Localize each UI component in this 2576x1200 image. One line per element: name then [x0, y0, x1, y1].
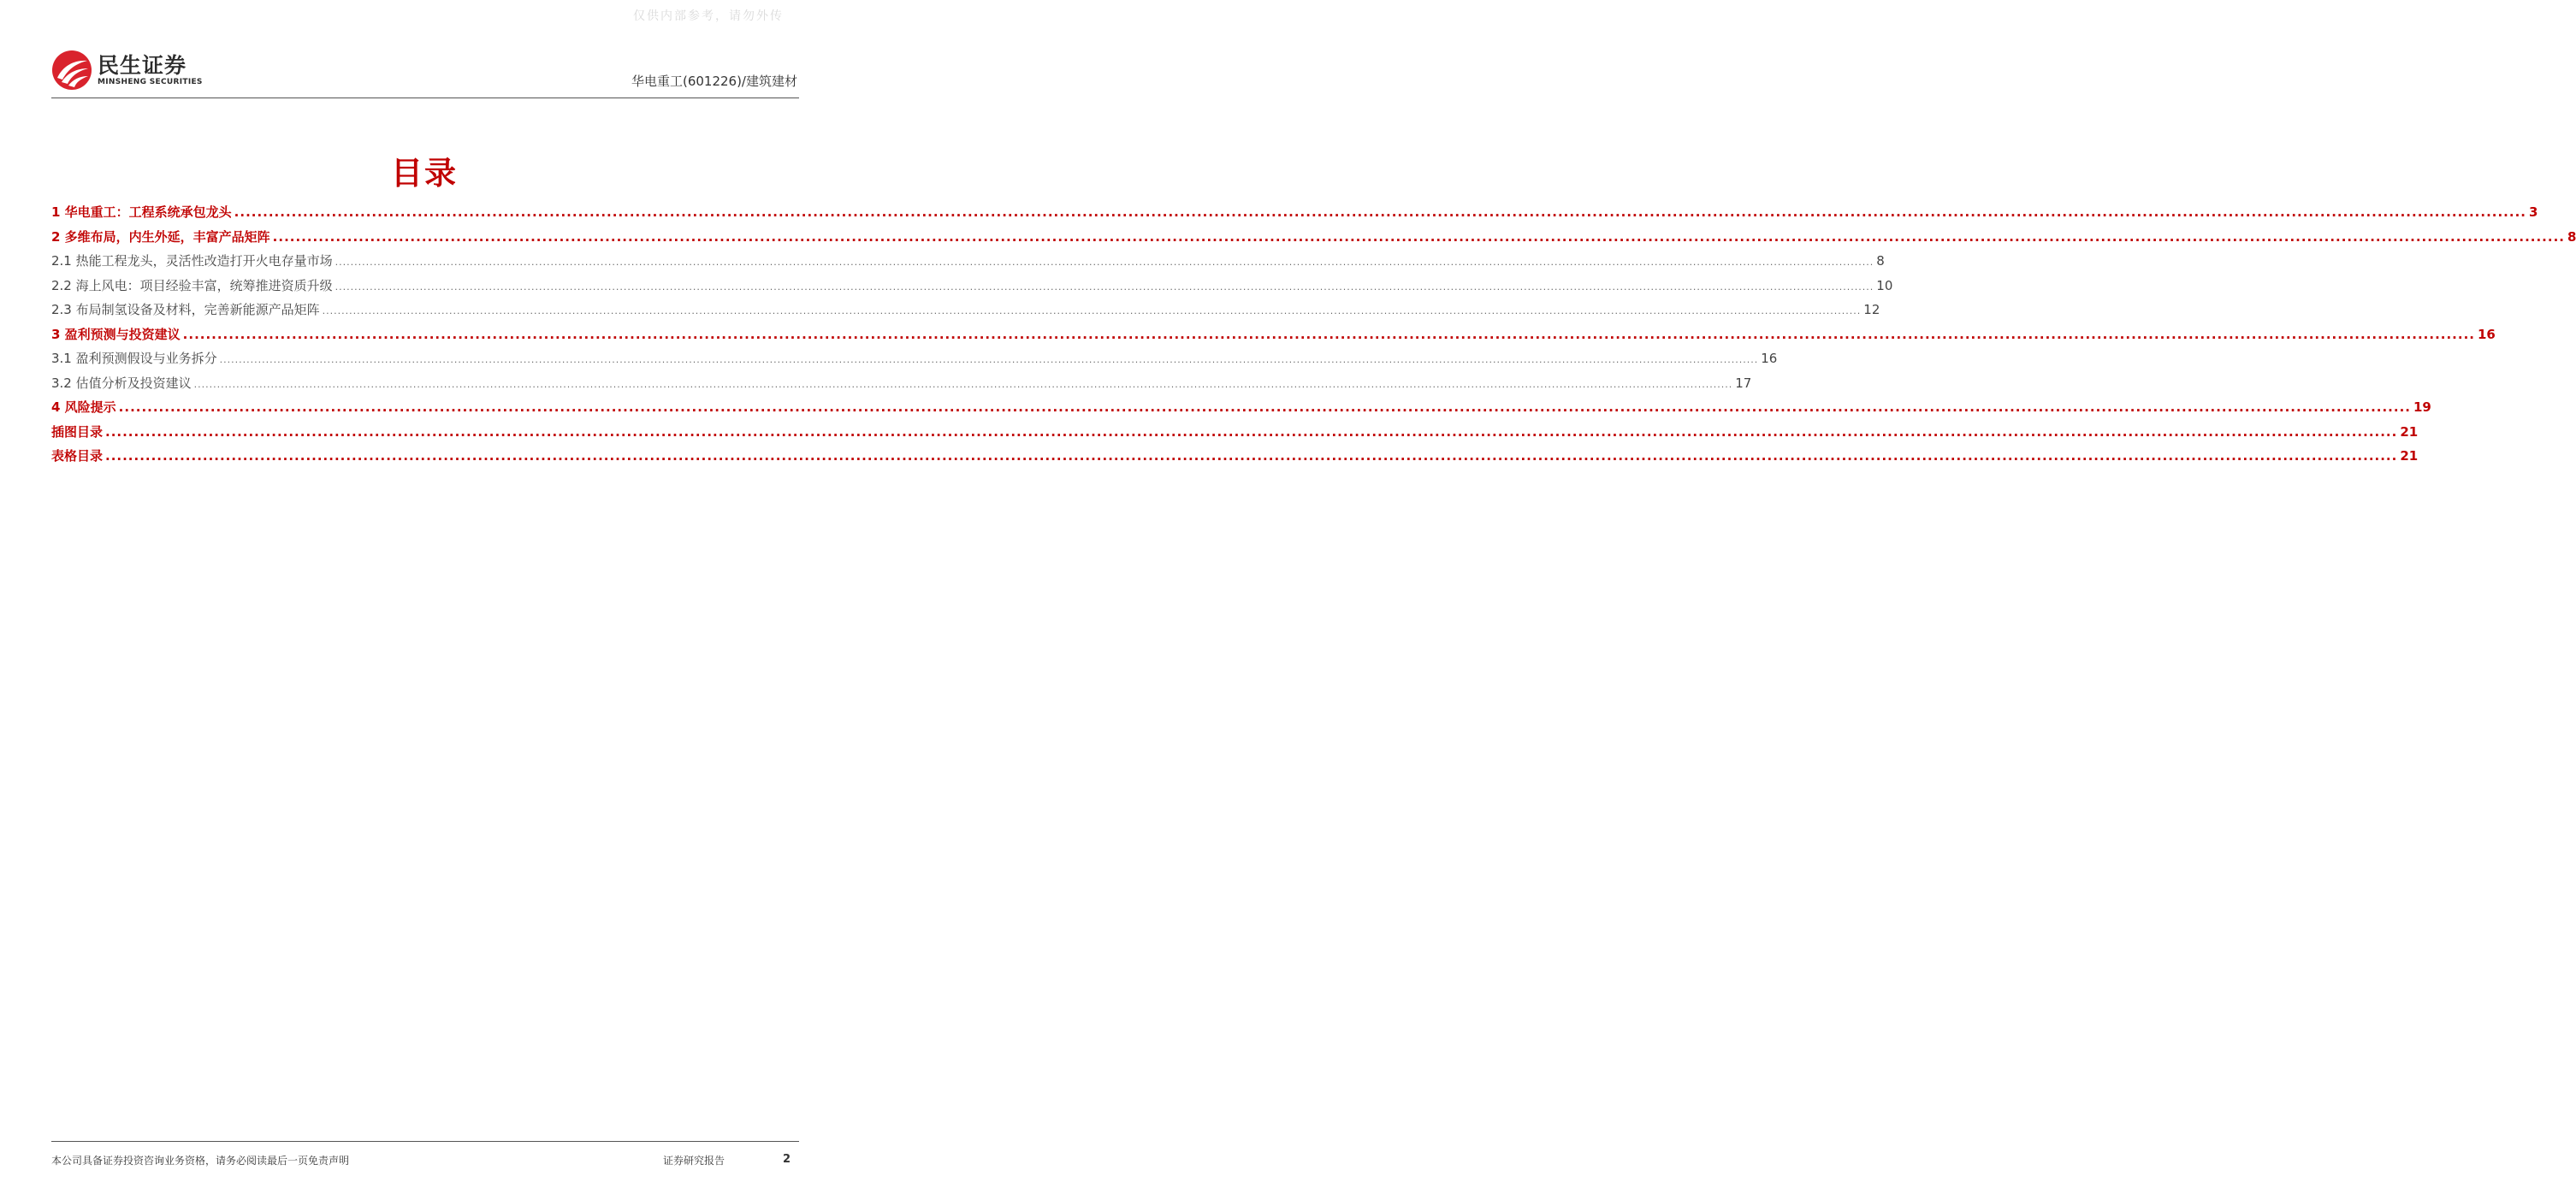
page-number: 2	[782, 1153, 791, 1166]
toc-entry-page: 12	[1863, 302, 1880, 317]
toc-entry-label: 4 风险提示	[51, 399, 116, 415]
toc-entry-label: 3 盈利预测与投资建议	[51, 326, 181, 342]
toc-entry-label: 2.2 海上风电：项目经验丰富，统筹推进资质升级	[51, 277, 333, 293]
minsheng-logo-icon	[51, 50, 92, 91]
toc-dot-leader: ................................................................................................................................................................................................................................................................................................................................................................................................................	[105, 423, 2398, 440]
toc-entry[interactable]	[51, 276, 1893, 301]
toc-entry-label: 1 华电重工：工程系统承包龙头	[51, 204, 232, 220]
toc-entry-page: 21	[2400, 423, 2419, 440]
toc-entry[interactable]	[51, 251, 1885, 276]
toc-dot-leader: ................................................................................................................................................................................................................................................................................................................................................................................................................	[105, 448, 2398, 464]
toc-entry[interactable]	[51, 446, 2419, 471]
toc-dot-leader: ................................................................................................................................................................................................................................................................................................................................................................................................................	[182, 326, 2475, 342]
toc-entry-label: 2.3 布局制氢设备及材料，完善新能源产品矩阵	[51, 302, 320, 317]
toc-dot-leader: ................................................................................................................................................................................................................................................................................................................................................................................................................	[219, 354, 1759, 365]
table-of-contents	[51, 203, 2576, 471]
toc-entry[interactable]	[51, 203, 2538, 228]
toc-entry[interactable]	[51, 423, 2419, 447]
toc-title: 目录	[391, 155, 458, 192]
toc-entry-label: 插图目录	[51, 423, 104, 440]
report-subject: 华电重工(601226)/建筑建材	[631, 74, 797, 89]
toc-entry[interactable]	[51, 374, 1752, 399]
toc-entry-page: 17	[1735, 375, 1752, 391]
toc-dot-leader: ................................................................................................................................................................................................................................................................................................................................................................................................................	[118, 399, 2411, 415]
toc-entry[interactable]	[51, 300, 1880, 325]
toc-dot-leader: ................................................................................................................................................................................................................................................................................................................................................................................................................	[322, 305, 1862, 316]
toc-dot-leader: ................................................................................................................................................................................................................................................................................................................................................................................................................	[335, 257, 1874, 268]
toc-entry[interactable]	[51, 398, 2431, 423]
footer-doc-type: 证券研究报告	[663, 1155, 725, 1167]
toc-dot-leader: ................................................................................................................................................................................................................................................................................................................................................................................................................	[234, 204, 2526, 220]
toc-entry-page: 16	[2477, 326, 2496, 342]
toc-dot-leader: ................................................................................................................................................................................................................................................................................................................................................................................................................	[335, 281, 1874, 293]
toc-entry[interactable]	[51, 228, 2576, 252]
brand-name-cn: 民生证券	[98, 52, 187, 78]
toc-entry-label: 2.1 热能工程龙头，灵活性改造打开火电存量市场	[51, 253, 333, 269]
toc-dot-leader: ................................................................................................................................................................................................................................................................................................................................................................................................................	[272, 228, 2565, 245]
toc-entry-page: 19	[2413, 399, 2431, 415]
toc-entry-page: 3	[2528, 204, 2538, 220]
toc-entry-label: 2 多维布局，内生外延，丰富产品矩阵	[51, 228, 270, 245]
toc-entry-page: 8	[2567, 228, 2576, 245]
footer-divider	[51, 1141, 799, 1142]
watermark-text: 仅供内部参考，请勿外传	[633, 9, 784, 23]
toc-entry-label: 3.2 估值分析及投资建议	[51, 375, 192, 391]
toc-dot-leader: ................................................................................................................................................................................................................................................................................................................................................................................................................	[193, 378, 1733, 390]
toc-entry-label: 表格目录	[51, 448, 104, 464]
toc-entry[interactable]	[51, 349, 1778, 374]
toc-entry-page: 8	[1876, 253, 1885, 269]
toc-entry-label: 3.1 盈利预测假设与业务拆分	[51, 351, 217, 366]
footer-disclaimer: 本公司具备证券投资咨询业务资格，请务必阅读最后一页免责声明	[51, 1155, 350, 1167]
brand-logo	[51, 50, 214, 91]
brand-name-en: MINSHENG SECURITIES	[98, 77, 203, 86]
toc-entry[interactable]	[51, 325, 2496, 350]
toc-entry-page: 10	[1876, 277, 1893, 293]
toc-entry-page: 16	[1761, 351, 1778, 366]
toc-entry-page: 21	[2400, 448, 2419, 464]
